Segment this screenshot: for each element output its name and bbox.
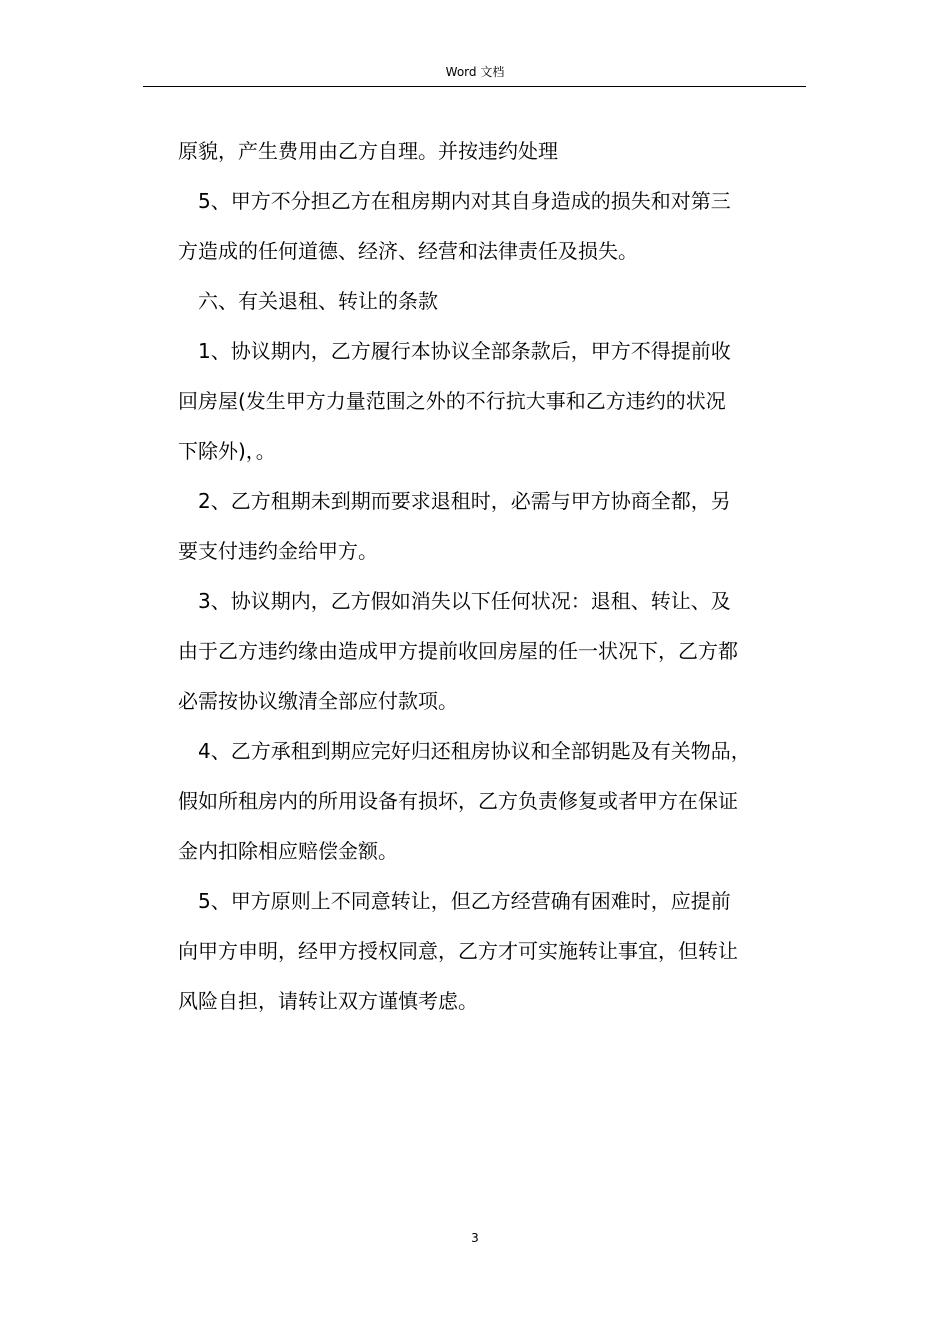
text-line: 4、乙方承租到期应完好归还租房协议和全部钥匙及有关物品， [198,739,751,763]
page-header: Word 文档 [445,65,505,79]
text-line: 5、甲方不分担乙方在租房期内对其自身造成的损失和对第三 [198,189,731,213]
text-line: 假如所租房内的所用设备有损坏，乙方负责修复或者甲方在保证 [178,789,738,813]
text-line: 方造成的任何道德、经济、经营和法律责任及损失。 [178,239,638,263]
text-line: 向甲方申明，经甲方授权同意，乙方才可实施转让事宜，但转让 [178,939,738,963]
text-line: 金内扣除相应赔偿金额。 [178,839,398,863]
header-divider [143,86,806,87]
text-line: 下除外)，。 [178,439,276,463]
page-number: 3 [471,1231,479,1245]
text-line: 风险自担，请转让双方谨慎考虑。 [178,989,478,1013]
text-line: 5、甲方原则上不同意转让，但乙方经营确有困难时，应提前 [198,889,731,913]
text-line: 要支付违约金给甲方。 [178,539,378,563]
text-line: 3、协议期内，乙方假如消失以下任何状况：退租、转让、及 [198,589,731,613]
text-line: 由于乙方违约缘由造成甲方提前收回房屋的任一状况下，乙方都 [178,639,738,663]
text-line: 原貌，产生费用由乙方自理。并按违约处理 [178,139,558,163]
text-line: 1、协议期内，乙方履行本协议全部条款后，甲方不得提前收 [198,339,731,363]
document-body [178,126,810,1026]
text-line: 2、乙方租期未到期而要求退租时，必需与甲方协商全都，另 [198,489,731,513]
text-line: 必需按协议缴清全部应付款项。 [178,689,458,713]
text-line: 回房屋(发生甲方力量范围之外的不行抗大事和乙方违约的状况 [178,389,726,413]
section-heading: 六、有关退租、转让的条款 [198,289,438,313]
